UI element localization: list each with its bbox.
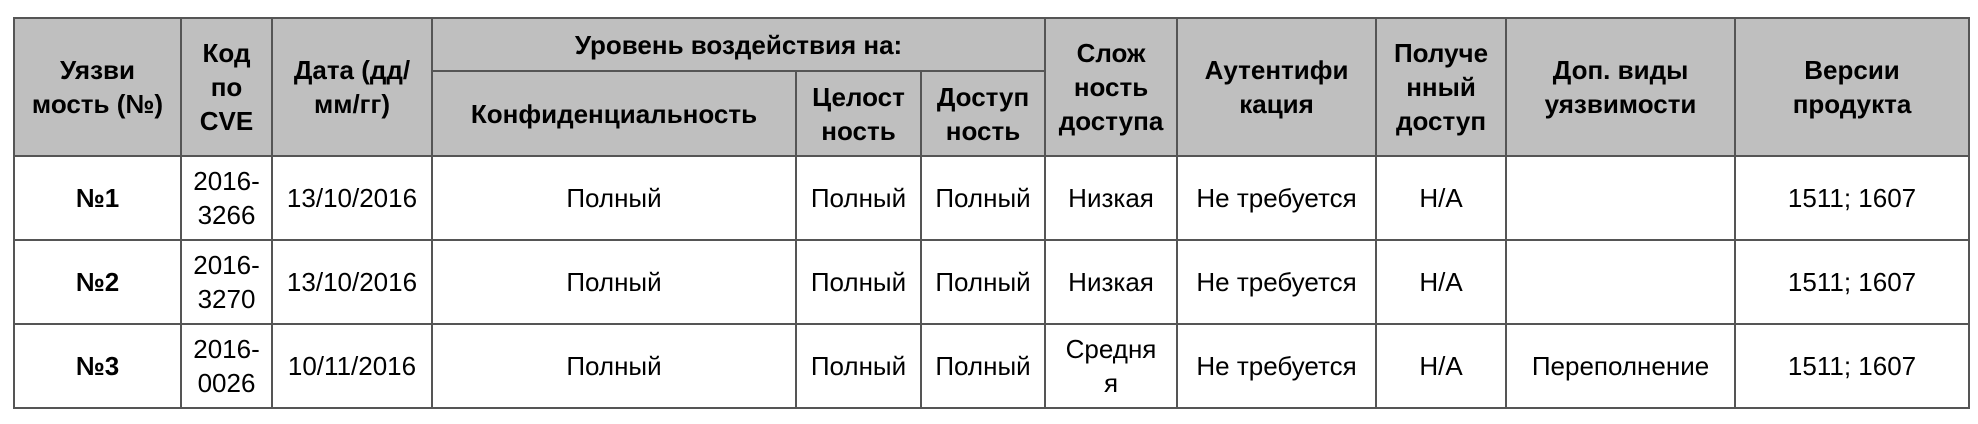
vulnerability-table-container [13,17,1970,409]
cell-confidentiality: Полный [432,156,796,240]
cell-cve: 2016- 0026 [181,324,272,408]
header-versions: Версии продукта [1735,18,1969,156]
cell-access-gained: Н/А [1376,156,1506,240]
cell-integrity: Полный [796,324,921,408]
header-integrity: Целост ность [796,71,921,156]
cell-availability: Полный [921,240,1045,324]
cell-confidentiality: Полный [432,324,796,408]
cell-date: 10/11/2016 [272,324,432,408]
cell-date: 13/10/2016 [272,156,432,240]
cell-access-gained: Н/А [1376,324,1506,408]
header-vuln: Уязви мость (№) [14,18,181,156]
cell-authentication: Не требуется [1177,240,1376,324]
header-confidentiality: Конфиденциальность [432,71,796,156]
cell-date: 13/10/2016 [272,240,432,324]
cell-availability: Полный [921,324,1045,408]
cell-versions: 1511; 1607 [1735,324,1969,408]
cell-extra-types [1506,156,1735,240]
cell-extra-types: Переполнение [1506,324,1735,408]
cell-vuln: №2 [14,240,181,324]
cell-versions: 1511; 1607 [1735,240,1969,324]
table-row [14,156,1969,240]
header-date: Дата (дд/ мм/гг) [272,18,432,156]
cell-integrity: Полный [796,240,921,324]
header-availability: Доступ ность [921,71,1045,156]
cell-confidentiality: Полный [432,240,796,324]
cell-vuln: №3 [14,324,181,408]
header-extra-types: Доп. виды уязвимости [1506,18,1735,156]
header-complexity: Слож ность доступа [1045,18,1177,156]
cell-cve: 2016- 3270 [181,240,272,324]
cell-authentication: Не требуется [1177,324,1376,408]
header-cve: Код по CVE [181,18,272,156]
cell-authentication: Не требуется [1177,156,1376,240]
cell-vuln: №1 [14,156,181,240]
header-authentication: Аутентифи кация [1177,18,1376,156]
cell-complexity: Низкая [1045,156,1177,240]
header-access-gained: Получе нный доступ [1376,18,1506,156]
cell-access-gained: Н/А [1376,240,1506,324]
table-row [14,324,1969,408]
cell-complexity: Низкая [1045,240,1177,324]
cell-extra-types [1506,240,1735,324]
vulnerability-table [13,17,1970,409]
table-row [14,240,1969,324]
header-impact-group: Уровень воздействия на: [432,18,1045,71]
cell-complexity: Средня я [1045,324,1177,408]
cell-availability: Полный [921,156,1045,240]
cell-cve: 2016- 3266 [181,156,272,240]
cell-integrity: Полный [796,156,921,240]
cell-versions: 1511; 1607 [1735,156,1969,240]
header-row-1 [14,18,1969,71]
